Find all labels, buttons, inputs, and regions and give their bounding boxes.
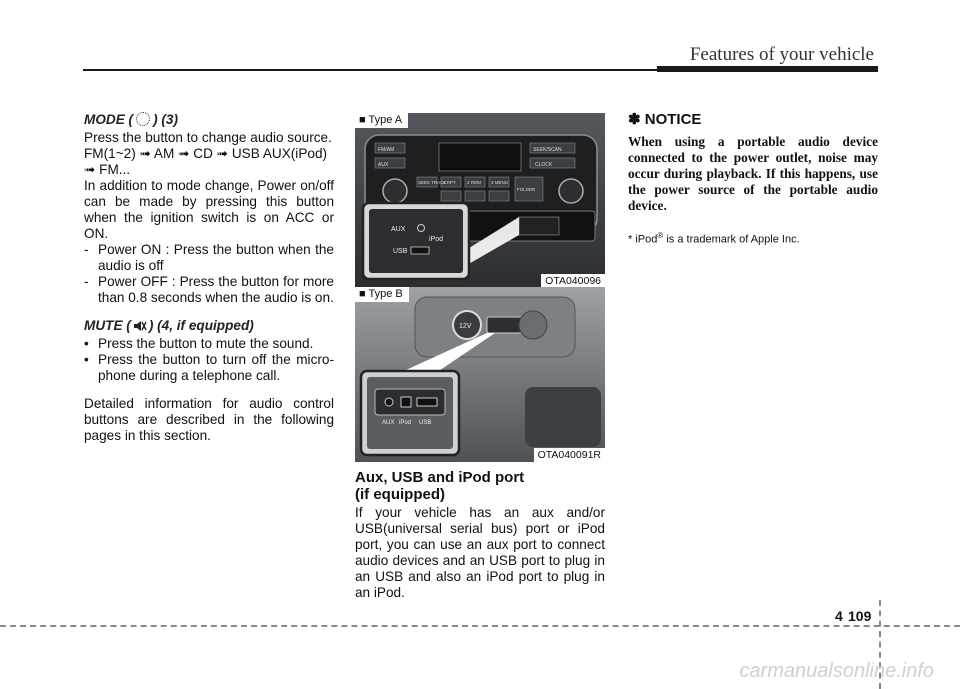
zoom-usb-label: USB — [393, 248, 408, 255]
btn-rdm: 2 RDM — [467, 180, 482, 185]
btn-fmam: FM/AM — [378, 147, 395, 153]
console-ports-image — [355, 287, 605, 462]
page-number: 109 — [848, 608, 872, 624]
page-header-title: Features of your vehicle — [689, 44, 874, 65]
audio-head-unit-image — [355, 113, 605, 288]
figure-b-code: OTA040091R — [534, 448, 605, 462]
detail-paragraph: Detailed information for audio control buttons are described in the following pages in this section. — [84, 396, 334, 443]
mute-heading: MUTE ( ) (4, if equipped) — [84, 318, 254, 333]
power-list — [84, 242, 334, 306]
aux-usb-ipod-body: If your vehicle has an aux and/or USB(universal serial bus) port or iPod port, you can use an aux port to connect audio devices and an USB port to plug in an USB and also an iPod port to plug in an iPod. — [355, 505, 605, 600]
btn-menu: 3 MENU — [491, 180, 509, 185]
btn-aux: AUX — [378, 162, 389, 168]
mode-heading: MODE ( ) (3) — [84, 112, 179, 127]
btn-rpt: 1 RPT — [443, 180, 456, 185]
mode-dial-icon — [136, 112, 150, 126]
btn-seekscan: SEEK/SCAN — [533, 147, 562, 153]
figure-a-code: OTA040096 — [541, 274, 605, 288]
mute-speaker-icon — [133, 319, 147, 333]
ipod-trademark-note: * iPod® is a trademark of Apple Inc. — [628, 231, 800, 246]
chapter-number: 4 — [835, 608, 843, 624]
notice-column — [628, 112, 878, 248]
btn-clock: CLOCK — [535, 162, 553, 168]
power-off-item: - Power OFF : Press the button for more than 0.8 seconds when the audio is on. — [84, 274, 334, 305]
btn-folder: FOLDER — [517, 187, 536, 192]
outlet-12v-label: 12V — [459, 323, 472, 330]
port-usb-label: USB — [419, 420, 432, 426]
watermark: carmanualsonline.info — [739, 660, 934, 682]
zoom-ipod-label: iPod — [429, 236, 444, 243]
port-ipod-label: iPod — [399, 420, 412, 426]
btn-seek-track: SEEK TRACK — [418, 180, 447, 185]
left-column — [84, 112, 334, 444]
figure-b-label: ■ Type B — [355, 287, 409, 302]
port-aux-label: AUX — [382, 420, 395, 426]
figure-type-a — [355, 113, 605, 288]
figure-type-b — [355, 287, 605, 462]
zoom-aux-label: AUX — [391, 226, 406, 233]
power-on-item: - Power ON : Press the button when the audio is off — [84, 242, 334, 273]
notice-body: When using a portable audio device connected to the power outlet, noise may occur during playback. If this happens, use the power source of the portable audio device. — [628, 134, 878, 213]
mode-source-chain: FM(1~2) ➟ AM ➟ CD ➟ USB AUX(iPod) ➟ FM... — [84, 146, 328, 177]
notice-title: ✽ NOTICE — [628, 111, 702, 128]
mode-paragraph: Press the button to change audio source. — [84, 130, 332, 145]
footer-rule — [0, 625, 960, 627]
mute-list — [84, 336, 334, 384]
figure-a-label: ■ Type A — [355, 113, 408, 128]
aux-usb-ipod-heading: Aux, USB and iPod port (if equipped) — [355, 469, 525, 503]
mute-bullet-1: • Press the button to mute the sound. — [84, 336, 314, 351]
mute-bullet-2: • Press the button to turn off the micro-phone during a telephone call. — [84, 352, 334, 383]
mode-power-paragraph: In addition to mode change, Power on/off can be made by pressing this button when the ignition switch is on ACC or ON. — [84, 178, 334, 241]
header-rule-accent — [657, 66, 878, 72]
